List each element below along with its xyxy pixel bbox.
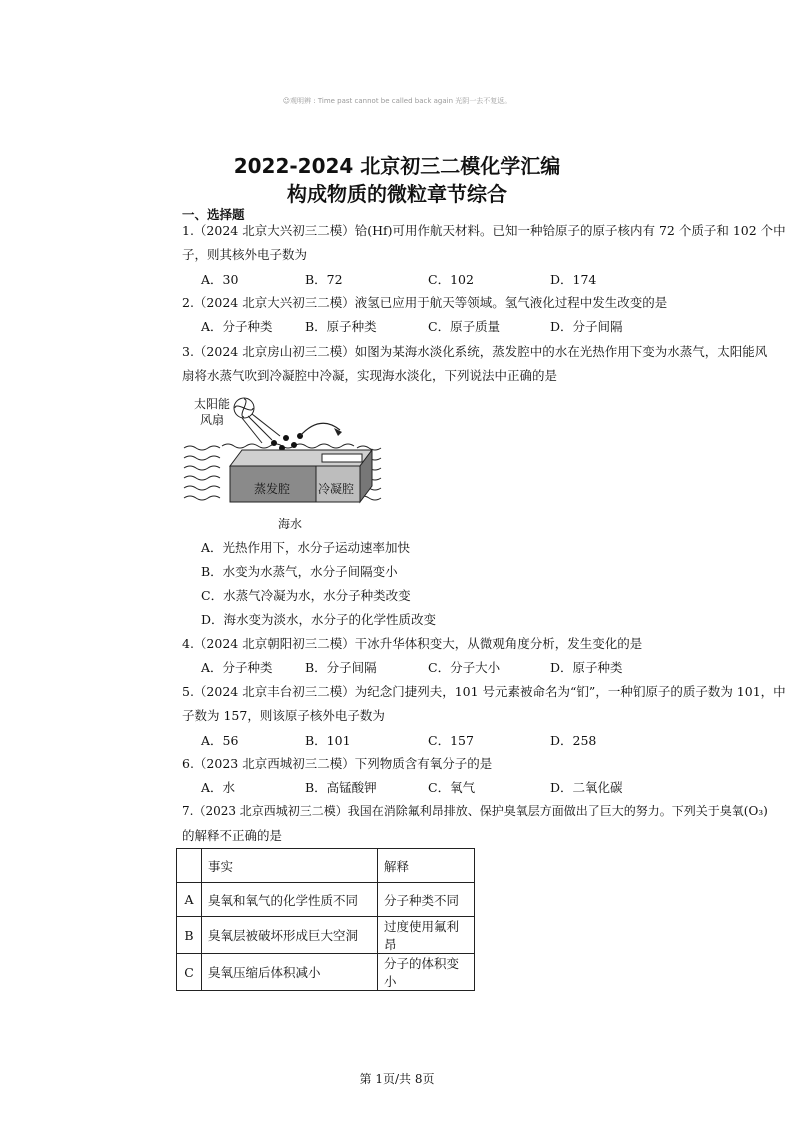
question-5-text: 5.（2024 北京丰台初三二模）为纪念门捷列夫，101 号元素被命名为“钔”，一种钔原子的质子数为 101，中 (182, 684, 786, 699)
q2-option-c: C．原子质量 (428, 319, 501, 334)
q1-option-a: A．30 (201, 272, 239, 287)
q2-option-a: A．分子种类 (201, 319, 273, 334)
figure-label-evaporation-chamber: 蒸发腔 (254, 482, 291, 496)
table-cell-fact: 臭氧层被破坏形成巨大空洞 (202, 917, 378, 954)
figure-label-fan-2: 风扇 (200, 413, 225, 427)
q5-option-c: C．157 (428, 733, 474, 748)
q1-option-c: C．102 (428, 272, 474, 287)
question-5-text-cont: 子数为 157，则该原子核外电子数为 (182, 708, 385, 723)
table-cell-explanation: 分子种类不同 (378, 883, 475, 917)
question-2-text: 2.（2024 北京大兴初三二模）液氢已应用于航天等领域。氢气液化过程中发生改变的是 (182, 295, 668, 310)
q3-option-c: C．水蒸气冷凝为水，水分子种类改变 (201, 588, 411, 603)
table-row (177, 883, 475, 917)
question-7-text: 7.（2023 北京西城初三二模）我国在消除氟利昂排放、保护臭氧层方面做出了巨大的努力。下列关于臭氧(O₃) (182, 804, 768, 818)
table-header-fact: 事实 (202, 849, 378, 883)
q3-option-d: D．海水变为淡水，水分子的化学性质改变 (201, 612, 437, 627)
q5-option-a: A．56 (201, 733, 239, 748)
q6-option-a: A．水 (201, 780, 236, 795)
q5-option-b: B．101 (305, 733, 351, 748)
q5-option-d: D．258 (550, 733, 597, 748)
question-3-text-cont: 扇将水蒸气吹到冷凝腔中冷凝，实现海水淡化，下列说法中正确的是 (182, 368, 558, 383)
q1-option-d: D．174 (550, 272, 597, 287)
question-4-text: 4.（2024 北京朝阳初三二模）干冰升华体积变大，从微观角度分析，发生变化的是 (182, 636, 643, 651)
table-header-row (177, 849, 475, 883)
table-cell-fact: 臭氧压缩后体积减小 (202, 954, 378, 991)
table-cell-explanation: 分子的体积变小 (378, 954, 475, 991)
question-1-text-cont: 子，则其核外电子数为 (182, 247, 308, 262)
q3-option-a: A．光热作用下，水分子运动速率加快 (201, 540, 411, 555)
q4-option-d: D．原子种类 (550, 660, 623, 675)
question-1-text: 1.（2024 北京大兴初三二模）铪(Hf)可用作航天材料。已知一种铪原子的原子核内有 72 个质子和 102 个中 (182, 223, 786, 238)
document-title: 2022-2024 北京初三二模化学汇编 (233, 154, 561, 178)
document-subtitle: 构成物质的微粒章节综合 (287, 182, 507, 206)
table-header-cell (177, 849, 202, 883)
section-heading: 一、选择题 (182, 207, 245, 222)
watermark: ☺观明辨 : Time past cannot be called back again 光阴一去不复返。 (282, 97, 512, 105)
figure-label-condensation-chamber: 冷凝腔 (318, 482, 355, 496)
ozone-table (176, 848, 475, 991)
table-cell-label: B (177, 917, 202, 954)
q3-option-b: B．水变为水蒸气，水分子间隔变小 (201, 564, 398, 579)
table-cell-label: C (177, 954, 202, 991)
figure-label-fan-1: 太阳能 (194, 397, 231, 411)
table-cell-fact: 臭氧和氧气的化学性质不同 (202, 883, 378, 917)
table-cell-explanation: 过度使用氟利昂 (378, 917, 475, 954)
q6-option-d: D．二氧化碳 (550, 780, 623, 795)
q4-option-b: B．分子间隔 (305, 660, 377, 675)
q2-option-b: B．原子种类 (305, 319, 377, 334)
question-7-text-cont: 的解释不正确的是 (182, 828, 283, 843)
table-header-explanation: 解释 (378, 849, 475, 883)
fan-icon (234, 398, 280, 443)
table-row (177, 917, 475, 954)
q4-option-c: C．分子大小 (428, 660, 501, 675)
table-row (177, 954, 475, 991)
q6-option-c: C．氧气 (428, 780, 476, 795)
q6-option-b: B．高锰酸钾 (305, 780, 377, 795)
table-cell-label: A (177, 883, 202, 917)
question-3-text: 3.（2024 北京房山初三二模）如图为某海水淡化系统，蒸发腔中的水在光热作用下变为水蒸气，太阳能风 (182, 344, 768, 359)
figure-label-seawater: 海水 (278, 517, 303, 531)
page-footer: 第 1页/共 8页 (359, 1072, 435, 1086)
q1-option-b: B．72 (305, 272, 343, 287)
question-6-text: 6.（2023 北京西城初三二模）下列物质含有氧分子的是 (182, 756, 493, 771)
q2-option-d: D．分子间隔 (550, 319, 623, 334)
q4-option-a: A．分子种类 (201, 660, 273, 675)
